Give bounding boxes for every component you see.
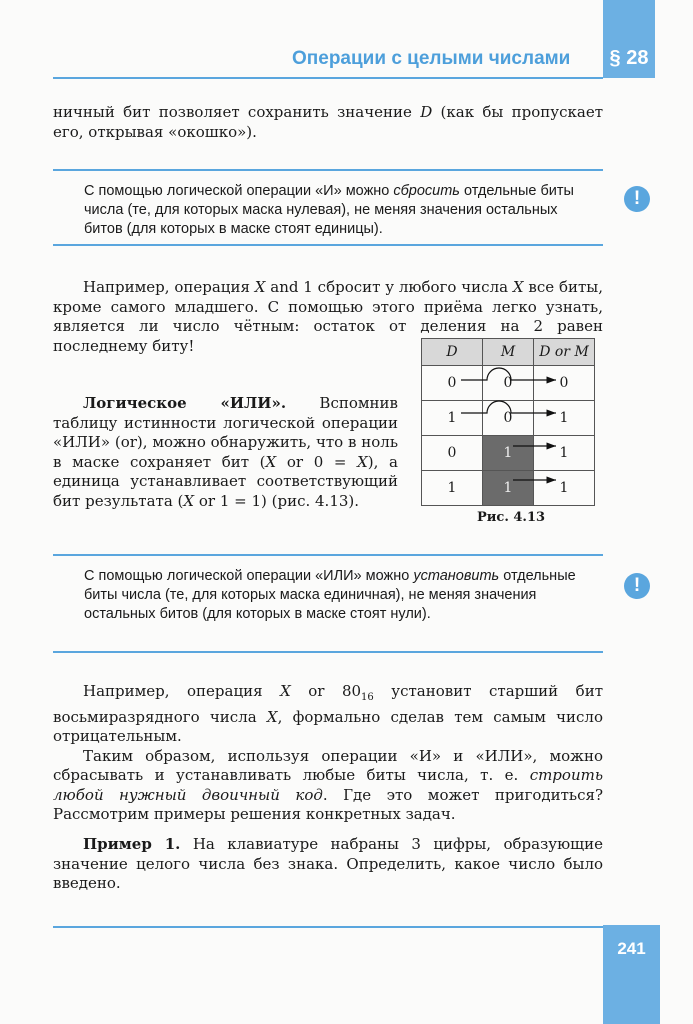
italic-text: X — [357, 452, 368, 471]
cell-m: 1 — [483, 471, 534, 506]
text-run: or 1 = 1) (рис. 4.13). — [194, 491, 360, 510]
text-run: все биты, кроме самого младшего. С помощью этого приёма легко узнать, является ли число чётным: остаток от деления на 2 равен последнему биту! — [53, 278, 603, 355]
note-rule-bottom — [53, 244, 603, 246]
paragraph — [53, 682, 603, 747]
paragraph-or-example — [53, 682, 603, 825]
section-number: § 28 — [609, 47, 649, 69]
text-run: (как бы пропускает его, открывая «окошко»). — [53, 103, 603, 141]
italic-text: X — [183, 491, 195, 510]
header-d-or-m: D or M — [534, 339, 595, 366]
note-and-operation — [84, 182, 600, 239]
cell-result: 1 — [534, 436, 595, 471]
text-run: С помощью логической операции «ИЛИ» можно — [84, 568, 414, 584]
bold-text: Пример 1. — [83, 835, 181, 853]
paragraph — [53, 835, 603, 894]
cell-d: 1 — [422, 401, 483, 436]
header-d: D — [422, 339, 483, 366]
exclamation-icon: ! — [624, 186, 650, 212]
text-run: С помощью логической операции «И» можно — [84, 183, 394, 199]
paragraph — [53, 394, 398, 511]
bold-text: Логическое «ИЛИ». — [83, 394, 287, 412]
cell-d: 1 — [422, 471, 483, 506]
text-run: отдельные биты числа (те, для которых маска нулевая), не меняя значения остальных битов (для которых в маске стоят единицы). — [84, 183, 574, 237]
cell-d: 0 — [422, 436, 483, 471]
text-run: or 0 = — [276, 452, 358, 471]
text-run: Таким образом, используя операции «И» и «ИЛИ», можно сбрасывать и устанавливать любые биты числа, т. е. — [53, 746, 603, 784]
cell-result: 1 — [534, 401, 595, 436]
italic-text: X — [512, 278, 524, 296]
text-run: Например, операция — [83, 278, 255, 296]
paragraph — [53, 103, 603, 142]
italic-text: строить любой нужный двоичный код — [53, 766, 603, 804]
text-run: or 80 — [290, 682, 362, 700]
text-run: and 1 сбросит у любого числа — [265, 278, 513, 296]
cell-result: 0 — [534, 366, 595, 401]
footer-rule — [53, 926, 603, 928]
italic-text: установить — [413, 568, 500, 584]
cell-m: 1 — [483, 436, 534, 471]
italic-text: X — [265, 452, 277, 471]
note-rule-bottom — [53, 651, 603, 653]
text-run: Например, операция — [83, 682, 281, 700]
exclamation-icon: ! — [624, 573, 650, 599]
figure-arrows — [421, 338, 601, 503]
chapter-header-title: Операции с целыми числами — [292, 48, 571, 69]
note-rule-top — [53, 554, 603, 556]
text-run: ничный бит позволяет сохранить значение — [53, 103, 421, 121]
text-run: ), а единица устанавливает соответствующий бит результата ( — [53, 452, 399, 510]
note-or-operation — [84, 567, 600, 624]
page-number: 241 — [617, 939, 646, 958]
cell-d: 0 — [422, 366, 483, 401]
page-number-tab — [603, 925, 660, 1024]
header-m: M — [483, 339, 534, 366]
section-tab — [603, 0, 655, 78]
header-rule — [53, 77, 603, 79]
paragraph — [53, 747, 603, 825]
text-run: . Где это может пригодиться? Рассмотрим примеры решения конкретных задач. — [53, 785, 603, 823]
text-run: На клавиатуре набраны 3 цифры, образующие значение целого числа без знака. Определить, какое число было введено. — [53, 835, 603, 892]
text-run: Вспомнив таблицу истинности логической операции «ИЛИ» (or), можно обнаружить, что в ноль в маске сохраняет бит ( — [53, 394, 398, 471]
italic-text: сбросить — [393, 183, 460, 199]
cell-m: 0 — [483, 401, 534, 436]
italic-text: X — [280, 682, 291, 700]
paragraph-continuation — [53, 103, 603, 142]
cell-result: 1 — [534, 471, 595, 506]
note-rule-top — [53, 169, 603, 171]
blocked-arrow — [461, 401, 556, 413]
text-run: отдельные биты числа (те, для которых маска единичная), не меняя значения остальных битов (для которых в маске стоят нули). — [84, 568, 576, 622]
subscript: 16 — [361, 692, 374, 703]
paragraph-example-1 — [53, 835, 603, 894]
text-run: установит старший бит восьмиразрядного числа — [53, 682, 603, 726]
cell-m: 0 — [483, 366, 534, 401]
blocked-arrow — [461, 368, 556, 380]
italic-text: X — [266, 707, 278, 726]
italic-text: D — [420, 103, 433, 121]
italic-text: X — [254, 278, 266, 296]
text-run: , формально сделав тем самым число отрицательным. — [53, 707, 603, 745]
paragraph-or-operation — [53, 394, 398, 511]
figure-caption: Рис. 4.13 — [477, 510, 546, 525]
